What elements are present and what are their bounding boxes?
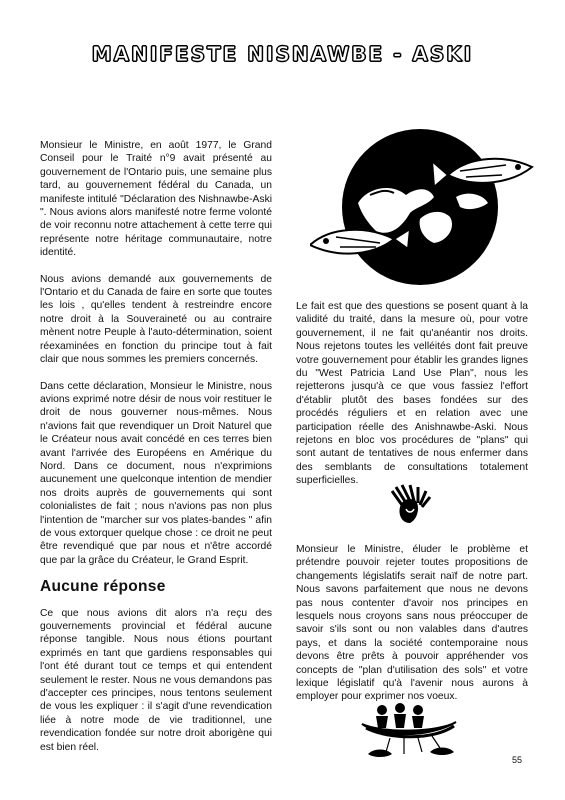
paragraph: Nous avions demandé aux gouvernements de l'Ontario et du Canada de faire en sorte que toutes les lois , qu'elles tendent à restreindre encore notre droit à la Souveraineté ou au contraire mènent notre Peuple à l'auto-détermination, soient réexaminées en fonction du principe tout à fait clair que nous sommes les premiers concernés. (40, 273, 272, 366)
headdress-icon (388, 483, 433, 525)
paragraph: Monsieur le Ministre, éluder le problème et prétendre pouvoir rejeter toutes propositions de changements législatifs serait naïf de notre part. Nous savons parfaitement que nous ne devons pas nous contenter d'avoir nos principes en lesquels nous croyons sans nous préoccuper de savoir s'ils sont ou non valables dans d'autres pays, et dans la société contemporaine nous devons être prêts à pouvoir appréhender vos concepts de "plan d'utilisation des sols" et votre lexique législatif qu'à l'avenir nous aurons à employer pour exprimer nos voeux. (296, 544, 528, 703)
left-column (40, 139, 272, 767)
paragraph: Monsieur le Ministre, en août 1977, le Grand Conseil pour le Traité n°9 avait présenté au gouvernement de l'Ontario puis, une semaine plus tard, au gouvernement fédéral du Canada, un manifeste intitulé "Déclaration des Nishnawbe-Aski ". Nous avions alors manifesté notre ferme volonté de voir reconnu notre attachement à cette terre qui représente notre héritage communautaire, notre identité. (40, 140, 273, 259)
page-title: MANIFESTE NISNAWBE - ASKI (91, 42, 474, 66)
section-heading: Aucune réponse (40, 578, 166, 596)
paragraph: Le fait est que des questions se posent quant à la validité du traité, dans la mesure où, pour votre gouvernement, il ne fait qu'anéantir nos droits. Nous rejetons toutes les velléités dont fait preuve votre gouvernement pour établir les grandes lignes du "West Patricia Land Use Plan", nous les rejetterons jusqu'à ce que vous fassiez l'effort d'établir plutôt des bases fondées sur des procédés réguliers et en relation avec une participation réelle des Anishnawbe-Aski. Nous rejetons en bloc vos procédures de "plans" qui sont autant de tentatives de nous enfermer dans des semblants de consultations totalement superficielles. (296, 301, 528, 487)
paragraph: Dans cette déclaration, Monsieur le Ministre, nous avions exprimé notre désir de nous voir restituer le droit de nous gouverner nous-mêmes. Nous n'avions fait que revendiquer un Droit Naturel que le Créateur nous avait concédé en ces terres bien avant l'arrivée des Européens en Amérique du Nord. Dans ce document, nous n'exprimions aucunement une quelconque intention de mendier nos droits auprès de gouvernements qui sont colonialistes de fait ; nous n'avions pas non plus l'intention de "marcher sur vos plates-bandes " afin de vous extorquer quelque chose : ce droit ne peut être revendiqué que par nous et n'être accordé que par la grâce du Créateur, le Grand Esprit. (40, 380, 272, 566)
canoe-icon (360, 694, 470, 764)
right-column-top (296, 300, 528, 488)
right-column-bottom (296, 543, 528, 704)
paragraph: Ce que nous avions dit alors n'a reçu des gouvernements provincial et fédéral aucune réponse tangible. Nous nous étions pourtant exprimés en tant que gardiens responsables qui l'ont été durant tout ce temps et qui entendent seulement le rester. Nous ne vous demandons pas d'accepter ces principes, nous tentons seulement de vous les expliquer : il s'agit d'une revendication liée à notre mode de vie traditionnel, une revendication fondée sur notre droit aborigène qui est bien réel. (40, 607, 272, 753)
great-lakes-fish-icon (310, 125, 535, 290)
page-number: 55 (512, 755, 523, 765)
